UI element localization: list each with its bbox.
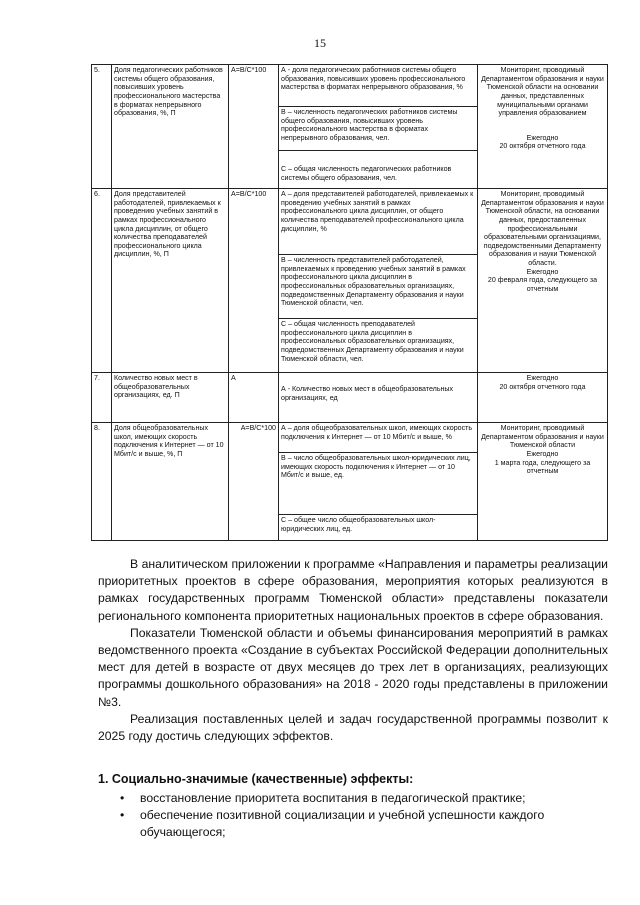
schedule-date: 20 октября отчетного года (499, 382, 586, 391)
formula-part: С – общее число общеобразовательных школ-юридических лиц, ед. (281, 516, 436, 533)
schedule-date: 20 февраля года, следующего за отчетным (487, 276, 598, 294)
formula-part: А – доля представителей работодателей, привлекаемых к проведению учебных занятий в рамках профессионального цикла дисциплин, от общего количества преподавателей профессионального цикла дисциплин, % (279, 189, 477, 255)
list-item-text: восстановление приоритета воспитания в педагогической практике; (140, 791, 526, 805)
page-number: 15 (314, 36, 326, 50)
table-row (92, 423, 608, 541)
row-number: 7. (92, 373, 112, 423)
formula-part: А – доля общеобразовательных школ, имеющих скорость подключения к Интернет — от 10 Мбит/с и выше, % (279, 423, 477, 453)
formula-components (279, 65, 478, 189)
table-row (92, 189, 608, 373)
schedule-label: Ежегодно (526, 374, 559, 382)
indicator-name: Количество новых мест в общеобразовательных организациях, ед. П (112, 373, 229, 423)
bullet-icon: • (120, 791, 125, 805)
formula-part: А - Количество новых мест в общеобразовательных организациях, ед (281, 385, 454, 402)
formula-components (279, 189, 478, 373)
schedule-date: 20 октября отчетного года (499, 142, 586, 151)
formula-part: С – общая численность преподавателей профессионального цикла дисциплин в профессиональных образовательных организациях, подведомственных Департаменту образования и науки Тюменской области, чел. (281, 320, 464, 363)
section-heading: 1. Социально-значимые (качественные) эффекты: (98, 772, 414, 786)
indicators-table (91, 64, 608, 541)
formula-part: В – численность педагогических работников системы общего образования, повысивших уровень профессионального мастерства в форматах непрерывного образования, чел. (279, 107, 477, 151)
schedule-label: Ежегодно (526, 133, 559, 142)
paragraph: Показатели Тюменской области и объемы финансирования мероприятий в рамках ведомственного проекта «Создание в субъектах Российской Федерации дополнительных мест для детей в возрасте от двух месяцев до трех лет в организациях, реализующих программы дошкольного образования» на 2018 - 2020 годы представлены в приложении №3. (98, 625, 608, 709)
monitoring-cell (478, 189, 608, 373)
paragraph: Реализация поставленных целей и задач государственной программы позволит к 2025 году достичь следующих эффектов. (98, 711, 608, 744)
list-item (98, 790, 608, 807)
indicator-formula: A (229, 373, 279, 423)
body-text (98, 556, 608, 745)
schedule-label: Ежегодно (526, 267, 559, 276)
formula-components (279, 423, 478, 541)
effects-list (98, 790, 608, 842)
monitoring-source: Мониторинг, проводимый Департаментом образования и науки Тюменской области, на основании данных, предоставленных профессиональными образовательными организациями, подведомственными Департаменту образования и науки Тюменской области. (481, 190, 604, 268)
row-number: 8. (92, 423, 112, 541)
list-item-text: обеспечение позитивной социализации и учебной успешности каждого обучающегося; (140, 808, 545, 840)
table-row (92, 373, 608, 423)
indicator-name: Доля педагогических работников системы общего образования, повысивших уровень профессионального мастерства в форматах непрерывного образования, %, П (112, 65, 229, 189)
schedule-date: 1 марта года, следующего за отчетным (494, 458, 591, 476)
row-number: 6. (92, 189, 112, 373)
formula-part: С – общая численность педагогических работников системы общего образования, чел. (281, 165, 452, 182)
indicator-formula: A=B/C*100 (229, 189, 279, 373)
bullet-icon: • (120, 808, 125, 823)
indicator-name: Доля общеобразовательных школ, имеющих скорость подключения к Интернет — от 10 Мбит/с и выше, %, П (112, 423, 229, 541)
formula-part: В – численность представителей работодателей, привлекаемых к проведению учебных занятий в рамках профессионального цикла дисциплин в профессиональных образовательных организациях, подведомственных Департаменту образования и науки Тюменской области, чел. (279, 255, 477, 319)
list-item (98, 807, 608, 841)
schedule-label: Ежегодно (526, 449, 559, 458)
indicator-name: Доля представителей работодателей, привлекаемых к проведению учебных занятий в рамках профессионального цикла дисциплин, от общего количества преподавателей профессионального цикла дисциплин, %, П (112, 189, 229, 373)
monitoring-cell (478, 65, 608, 189)
monitoring-cell (478, 423, 608, 541)
row-number: 5. (92, 65, 112, 189)
table-row (92, 65, 608, 189)
indicator-formula: A=B/C*100 (229, 423, 279, 541)
monitoring-source: Мониторинг, проводимый Департаментом образования и науки Тюменской области на основании данных, представленных муниципальными органами управления образованием (481, 66, 604, 118)
formula-components (279, 373, 478, 423)
paragraph: В аналитическом приложении к программе «Направления и параметры реализации приоритетных проектов в сфере образования, мероприятия которых реализуются в рамках государственных программ Тюменской области» представлены показатели регионального компонента приоритетных национальных проектов в сфере образования. (98, 557, 608, 623)
monitoring-cell (478, 373, 608, 423)
formula-part: В – число общеобразовательных школ-юридических лиц, имеющих скорость подключения к Интернет — от 10 Мбит/с и выше, ед. (279, 453, 477, 515)
indicator-formula: A=B/C*100 (229, 65, 279, 189)
formula-part: А - доля педагогических работников системы общего образования, повысивших уровень профессионального мастерства в форматах непрерывного образования, % (279, 65, 477, 107)
monitoring-source: Мониторинг, проводимый Департаментом образования и науки Тюменской области (481, 424, 604, 450)
